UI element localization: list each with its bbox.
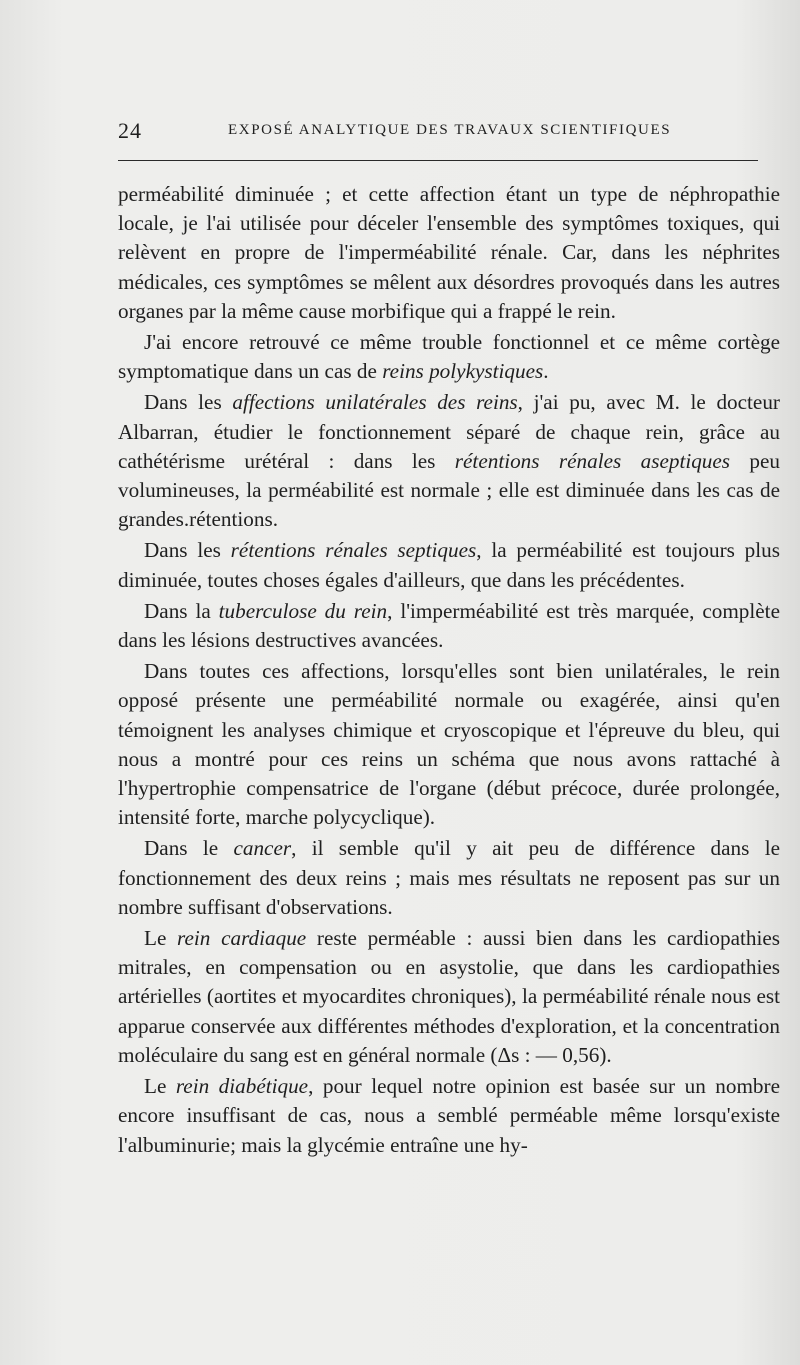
text-run: , j'ai pu, avec M. le docteur Albarran, étudier le fonctionnement séparé de chaque rein, grâce au cathétérisme urétéral : dans les <box>118 390 780 473</box>
text-run: , il semble qu'il y ait peu de différence dans le fonctionnement des deux reins ; mais mes résultats ne reposent pas sur un nombre suffisant d'observations. <box>118 836 780 919</box>
italic-run: cancer <box>233 836 292 861</box>
text-run: Dans toutes ces affections, lorsqu'elles sont bien unilatérales, le rein opposé présente une perméabilité normale ou exagérée, ainsi qu'en témoignent les analyses chimique et cryoscopique et l'épreuve du bleu, qui nous a montré pour ces reins un schéma que nous avons rattaché à l'hypertrophie compensatrice de l'organe (début précoce, durée prolongée, intensité forte, marche polycyclique). <box>118 659 780 830</box>
body-text <box>118 180 780 1160</box>
paragraph <box>118 536 780 594</box>
italic-run: affections unilatérales des reins <box>232 390 518 415</box>
text-run: perméabilité diminuée ; et cette affection étant un type de néphropathie locale, je l'ai utilisée pour déceler l'ensemble des symptômes toxiques, qui relèvent en propre de l'imperméabilité rénale. Car, dans les néphrites médicales, ces symptômes se mêlent aux désordres provoqués dans les autres organes par la même cause morbifique qui a frappé le rein. <box>118 182 780 323</box>
page-number: 24 <box>118 118 142 143</box>
italic-run: rétentions rénales aseptiques <box>454 448 731 473</box>
text-run: Dans le <box>144 836 234 861</box>
paragraph <box>118 1072 780 1160</box>
paragraph <box>118 657 780 832</box>
italic-run: tuberculose du rein <box>218 598 388 623</box>
paragraph <box>118 924 780 1070</box>
italic-run: reins polykystiques <box>382 359 544 384</box>
paragraph <box>118 180 780 326</box>
text-run: , pour lequel notre opinion est basée sur un nombre encore insuffisant de cas, nous a semblé perméable même lorsqu'existe l'albuminurie; mais la glycémie entraîne une hy- <box>118 1074 780 1157</box>
text-run: , la perméabilité est toujours plus diminuée, toutes choses égales d'ailleurs, que dans les précédentes. <box>118 538 780 592</box>
text-run: reste perméable : aussi bien dans les cardiopathies mitrales, en compensation ou en asystolie, que dans les cardiopathies artérielles (aortites et myocardites chroniques), la perméabilité rénale nous est apparue conservée aux différentes méthodes d'exploration, et la concentration moléculaire du sang est en général normale (Δs : — 0,56). <box>118 926 780 1067</box>
text-run: Le <box>144 926 178 951</box>
italic-run: rein cardiaque <box>177 926 307 951</box>
text-run: . <box>543 359 549 384</box>
text-run: Dans la <box>144 598 219 623</box>
text-run: , l'imperméabilité est très marquée, complète dans les lésions destructives avancées. <box>118 598 780 653</box>
text-run: Le <box>144 1074 176 1099</box>
text-run: Dans les <box>144 538 231 563</box>
paragraph <box>118 597 780 655</box>
paragraph <box>118 388 780 534</box>
paragraph <box>118 328 780 386</box>
text-run: J'ai encore retrouvé ce même trouble fonctionnel et ce même cortège symptomatique dans un cas de <box>118 330 780 384</box>
running-title: EXPOSÉ ANALYTIQUE DES TRAVAUX SCIENTIFIQUES <box>228 122 672 138</box>
header-rule <box>118 160 758 161</box>
italic-run: rein diabétique <box>175 1074 309 1099</box>
paragraph <box>118 834 780 922</box>
text-run: Dans les <box>144 390 233 415</box>
running-head <box>118 118 758 148</box>
text-run: peu volumineuses, la perméabilité est normale ; elle est diminuée dans les cas de grandes.rétentions. <box>118 448 781 532</box>
italic-run: rétentions rénales septiques <box>230 538 477 563</box>
